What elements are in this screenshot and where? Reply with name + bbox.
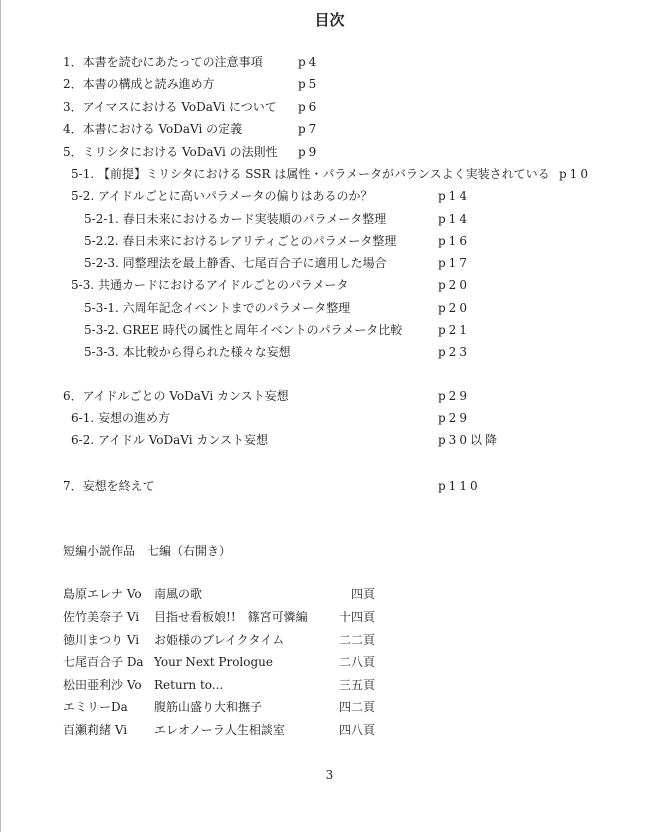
toc-entry-label: 7．妄想を終えて	[63, 479, 155, 493]
toc-entry-label: 5-2.2. 春日未来におけるレアリティごとのパラメータ整理	[84, 234, 397, 248]
toc-entry-page: p14	[438, 212, 470, 226]
story-title: 南風の歌	[154, 587, 203, 601]
toc-entry-label: 3．アイマスにおける VoDaVi について	[63, 100, 277, 114]
toc-entry-page: p10	[559, 167, 591, 181]
toc-entry-page: p16	[438, 234, 470, 248]
story-title: 腹筋山盛り大和撫子	[154, 700, 263, 714]
story-idol: 松田亜利沙 Vo	[63, 678, 142, 692]
toc-entry-label: 5-3-2. GREE 時代の属性と周年イベントのパラメータ比較	[84, 323, 403, 337]
story-title: お姫様のブレイクタイム	[154, 633, 285, 647]
stories-heading: 短編小説作品 七編（右開き）	[63, 544, 232, 558]
toc-entry-label: 2．本書の構成と読み進め方	[63, 77, 215, 91]
toc-entry-page: p4	[298, 55, 320, 69]
toc-entry-label: 5-1. 【前提】ミリシタにおける SSR は属性・パラメータがバランスよく実装されている	[71, 167, 550, 181]
page-number: 3	[325, 768, 334, 782]
toc-entry-page: p30以降	[438, 433, 500, 447]
story-title: Return to...	[154, 678, 224, 692]
toc-entry-label: 5-2-3. 同整理法を最上静香、七尾百合子に適用した場合	[84, 256, 387, 270]
story-title: Your Next Prologue	[154, 655, 273, 669]
toc-entry-label: 5-3. 共通カードにおけるアイドルごとのパラメータ	[71, 278, 349, 292]
toc-entry-label: 1．本書を読むにあたっての注意事項	[63, 55, 263, 69]
story-page: 二八頁	[338, 655, 375, 669]
story-idol: 七尾百合子 Da	[63, 655, 144, 669]
toc-entry-page: p29	[438, 411, 470, 425]
toc-entry-page: p29	[438, 389, 470, 403]
toc-entry-label: 4．本書における VoDaVi の定義	[63, 122, 243, 136]
toc-entry-page: p21	[438, 323, 470, 337]
toc-entry-page: p110	[438, 479, 481, 493]
story-page: 三五頁	[338, 678, 375, 692]
story-page: 二二頁	[338, 633, 375, 647]
story-idol: 島原エレナ Vo	[63, 587, 142, 601]
story-page: 十四頁	[338, 610, 375, 624]
toc-entry-page: p5	[298, 77, 320, 91]
story-idol: エミリーDa	[63, 700, 128, 714]
toc-entry-page: p6	[298, 100, 320, 114]
toc-entry-page: p14	[438, 189, 470, 203]
story-title: 目指せ看板娘!! 篠宮可憐編	[154, 610, 308, 624]
story-idol: 百瀬莉緒 Vi	[63, 723, 128, 737]
toc-entry-label: 6-1. 妄想の進め方	[71, 411, 170, 425]
toc-entry-page: p20	[438, 301, 470, 315]
toc-entry-page: p9	[298, 145, 320, 159]
toc-entry-label: 5-2. アイドルごとに高いパラメータの偏りはあるのか？	[71, 189, 373, 203]
toc-entry-page: p23	[438, 345, 470, 359]
toc-entry-label: 5-3-3. 本比較から得られた様々な妄想	[84, 345, 291, 359]
story-page: 四頁	[350, 587, 375, 601]
toc-entry-page: p17	[438, 256, 470, 270]
toc-entry-page: p20	[438, 278, 470, 292]
page-title: 目次	[314, 11, 345, 29]
story-idol: 徳川まつり Vi	[63, 633, 140, 647]
story-page: 四二頁	[338, 700, 375, 714]
story-page: 四八頁	[338, 723, 375, 737]
toc-entry-label: 5-3-1. 六周年記念イベントまでのパラメータ整理	[84, 301, 351, 315]
story-idol: 佐竹美奈子 Vi	[63, 610, 140, 624]
toc-entry-label: 5-2-1. 春日未来におけるカード実装順のパラメータ整理	[84, 212, 387, 226]
story-title: エレオノーラ人生相談室	[154, 723, 285, 737]
toc-entry-page: p7	[298, 122, 320, 136]
toc-entry-label: 5．ミリシタにおける VoDaVi の法則性	[63, 145, 278, 159]
toc-entry-label: 6-2. アイドル VoDaVi カンスト妄想	[71, 433, 269, 447]
toc-entry-label: 6．アイドルごとの VoDaVi カンスト妄想	[63, 389, 289, 403]
